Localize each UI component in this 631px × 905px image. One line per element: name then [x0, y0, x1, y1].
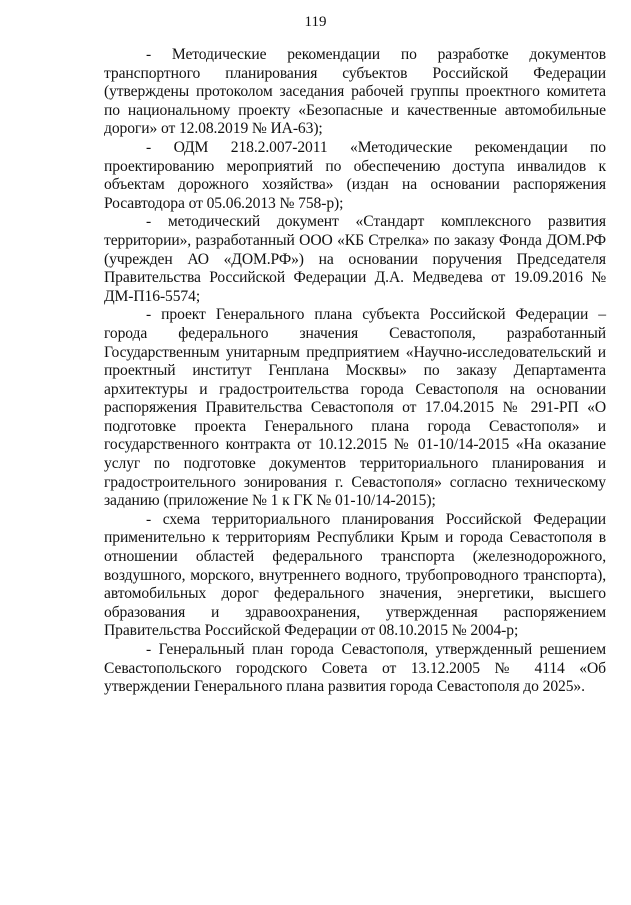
page-number: 119 — [304, 14, 327, 30]
list-item-odm-218: - ОДМ 218.2.007-2011 «Методические рекомендации по проектированию мероприятий по обеспечению доступа инвалидов к объектам дорожного хозяйства» (издан на основании распоряжения Росавтодора от 05.06.2013 № 758-р); — [104, 138, 606, 212]
list-item-general-plan-2025: - Генеральный план города Севастополя, утвержденный решением Севастопольского городского Совета от 13.12.2005 № 4114 «Об утверждении Генерального плана развития города Севастополя до 2025». — [104, 641, 606, 696]
document-body — [104, 46, 606, 697]
list-item-development-standard: - методический документ «Стандарт комплексного развития территории», разработанный ООО «КБ Стрелка» по заказу Фонда ДОМ.РФ (учрежден АО «ДОМ.РФ») на основании поручения Председателя Правительства Российской Федерации Д.А. Медведева от 19.09.2016 № ДМ-П16-5574; — [104, 213, 606, 305]
list-item-general-plan-project: - проект Генерального плана субъекта Российской Федерации – города федерального значения Севастополя, разработанный Государственным унитарным предприятием «Научно-исследовательский и проектный институт Генплана Москвы» по заказу Департамента архитектуры и градостроительства города Севастополя на основании распоряжения Правительства Севастополя от 17.04.2015 № 291-РП «О подготовке проекта Генерального плана города Севастополя» и государственного контракта от 10.12.2015 № 01-10/14-2015 «На оказание услуг по подготовке документов территориального планирования и градостроительного зонирования г. Севастополя» согласно техническому заданию (приложение № 1 к ГК № 01-10/14-2015); — [104, 306, 606, 510]
list-item-territorial-planning-scheme: - схема территориального планирования Российской Федерации применительно к территориям Республики Крым и города Севастополя в отношении областей федерального транспорта (железнодорожного, воздушного, морского, внутреннего водного, трубопроводного транспорта), автомобильных дорог федерального значения, энергетики, высшего образования и здравоохранения, утвержденная распоряжением Правительства Российской Федерации от 08.10.2015 № 2004-р; — [104, 510, 606, 640]
list-item-methodical-recommendations: - Методические рекомендации по разработке документов транспортного планирования субъектов Российской Федерации (утверждены протоколом заседания рабочей группы проектного комитета по национальному проекту «Безопасные и качественные автомобильные дороги» от 12.08.2019 № ИА-63); — [104, 46, 606, 138]
